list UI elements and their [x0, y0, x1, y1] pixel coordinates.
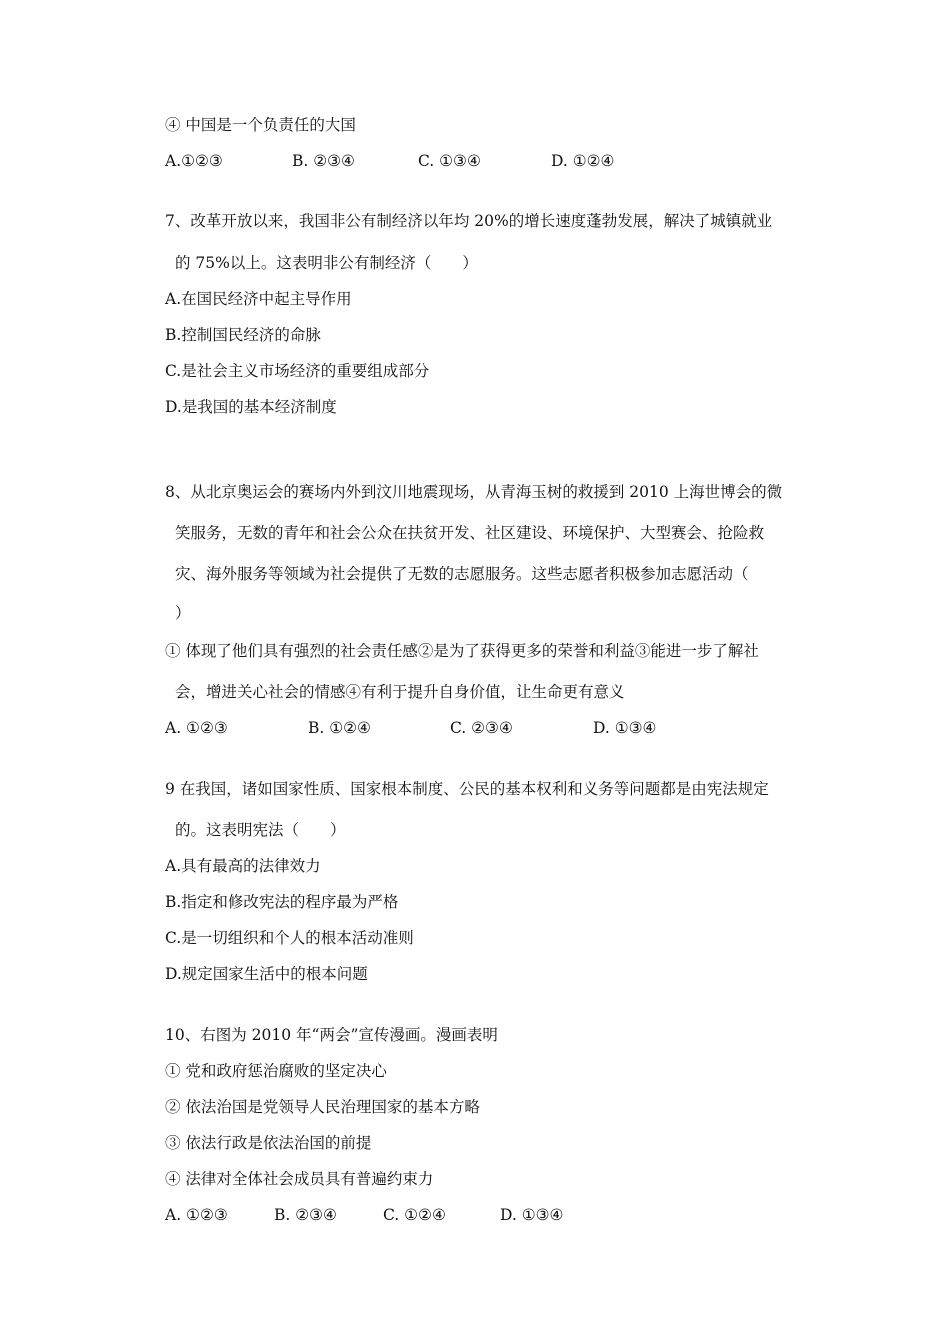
q8-stem-line-4: ） — [175, 604, 191, 622]
q7-option-c: C.是社会主义市场经济的重要组成部分 — [165, 362, 430, 380]
q8-option-c: C. ②③④ — [450, 719, 513, 737]
q8-stem-line-1: 8、从北京奥运会的赛场内外到汶川地震现场，从青海玉树的救援到 2010 上海世博会的微 — [165, 483, 783, 501]
q7-option-b: B.控制国民经济的命脉 — [165, 326, 321, 344]
q6-option-c: C. ①③④ — [418, 152, 481, 170]
q8-stem-line-3: 灾、海外服务等领域为社会提供了无数的志愿服务。这些志愿者积极参加志愿活动（ — [175, 565, 749, 583]
q8-items-line-1: ① 体现了他们具有强烈的社会责任感②是为了获得更多的荣誉和利益③能进一步了解社 — [165, 642, 759, 660]
q10-option-d: D. ①③④ — [500, 1206, 564, 1224]
q8-option-b: B. ①②④ — [308, 719, 371, 737]
q8-stem-line-2: 笑服务，无数的青年和社会公众在扶贫开发、社区建设、环境保护、大型赛会、抢险救 — [175, 524, 765, 542]
q6-option-b: B. ②③④ — [292, 152, 355, 170]
q8-option-d: D. ①③④ — [593, 719, 657, 737]
q7-option-d: D.是我国的基本经济制度 — [165, 398, 337, 416]
q10-option-c: C. ①②④ — [383, 1206, 446, 1224]
q10-stem: 10、右图为 2010 年“两会”宣传漫画。漫画表明 — [165, 1026, 498, 1044]
q10-option-a: A. ①②③ — [165, 1206, 228, 1224]
q6-option-a: A.①②③ — [165, 152, 223, 170]
q7-option-a: A.在国民经济中起主导作用 — [165, 290, 352, 308]
q10-option-b: B. ②③④ — [274, 1206, 337, 1224]
q6-item-4: ④ 中国是一个负责任的大国 — [165, 116, 356, 134]
q10-item-3: ③ 依法行政是依法治国的前提 — [165, 1134, 372, 1152]
q6-option-d: D. ①②④ — [551, 152, 615, 170]
q7-stem-line-1: 7、改革开放以来，我国非公有制经济以年均 20%的增长速度蓬勃发展，解决了城镇就业 — [165, 212, 773, 230]
q7-stem-line-2: 的 75%以上。这表明非公有制经济（ ） — [175, 254, 478, 272]
q9-stem-line-1: 9 在我国，诸如国家性质、国家根本制度、公民的基本权利和义务等问题都是由宪法规定 — [165, 780, 769, 798]
q10-item-1: ① 党和政府惩治腐败的坚定决心 — [165, 1062, 387, 1080]
q9-option-a: A.具有最高的法律效力 — [165, 857, 321, 875]
q9-option-b: B.指定和修改宪法的程序最为严格 — [165, 893, 399, 911]
q10-item-4: ④ 法律对全体社会成员具有普遍约束力 — [165, 1170, 434, 1188]
q10-item-2: ② 依法治国是党领导人民治理国家的基本方略 — [165, 1098, 480, 1116]
q9-option-c: C.是一切组织和个人的根本活动准则 — [165, 929, 414, 947]
q8-items-line-2: 会，增进关心社会的情感④有利于提升自身价值，让生命更有意义 — [175, 683, 625, 701]
q9-stem-line-2: 的。这表明宪法（ ） — [175, 821, 346, 839]
q8-option-a: A. ①②③ — [165, 719, 228, 737]
q9-option-d: D.规定国家生活中的根本问题 — [165, 965, 368, 983]
